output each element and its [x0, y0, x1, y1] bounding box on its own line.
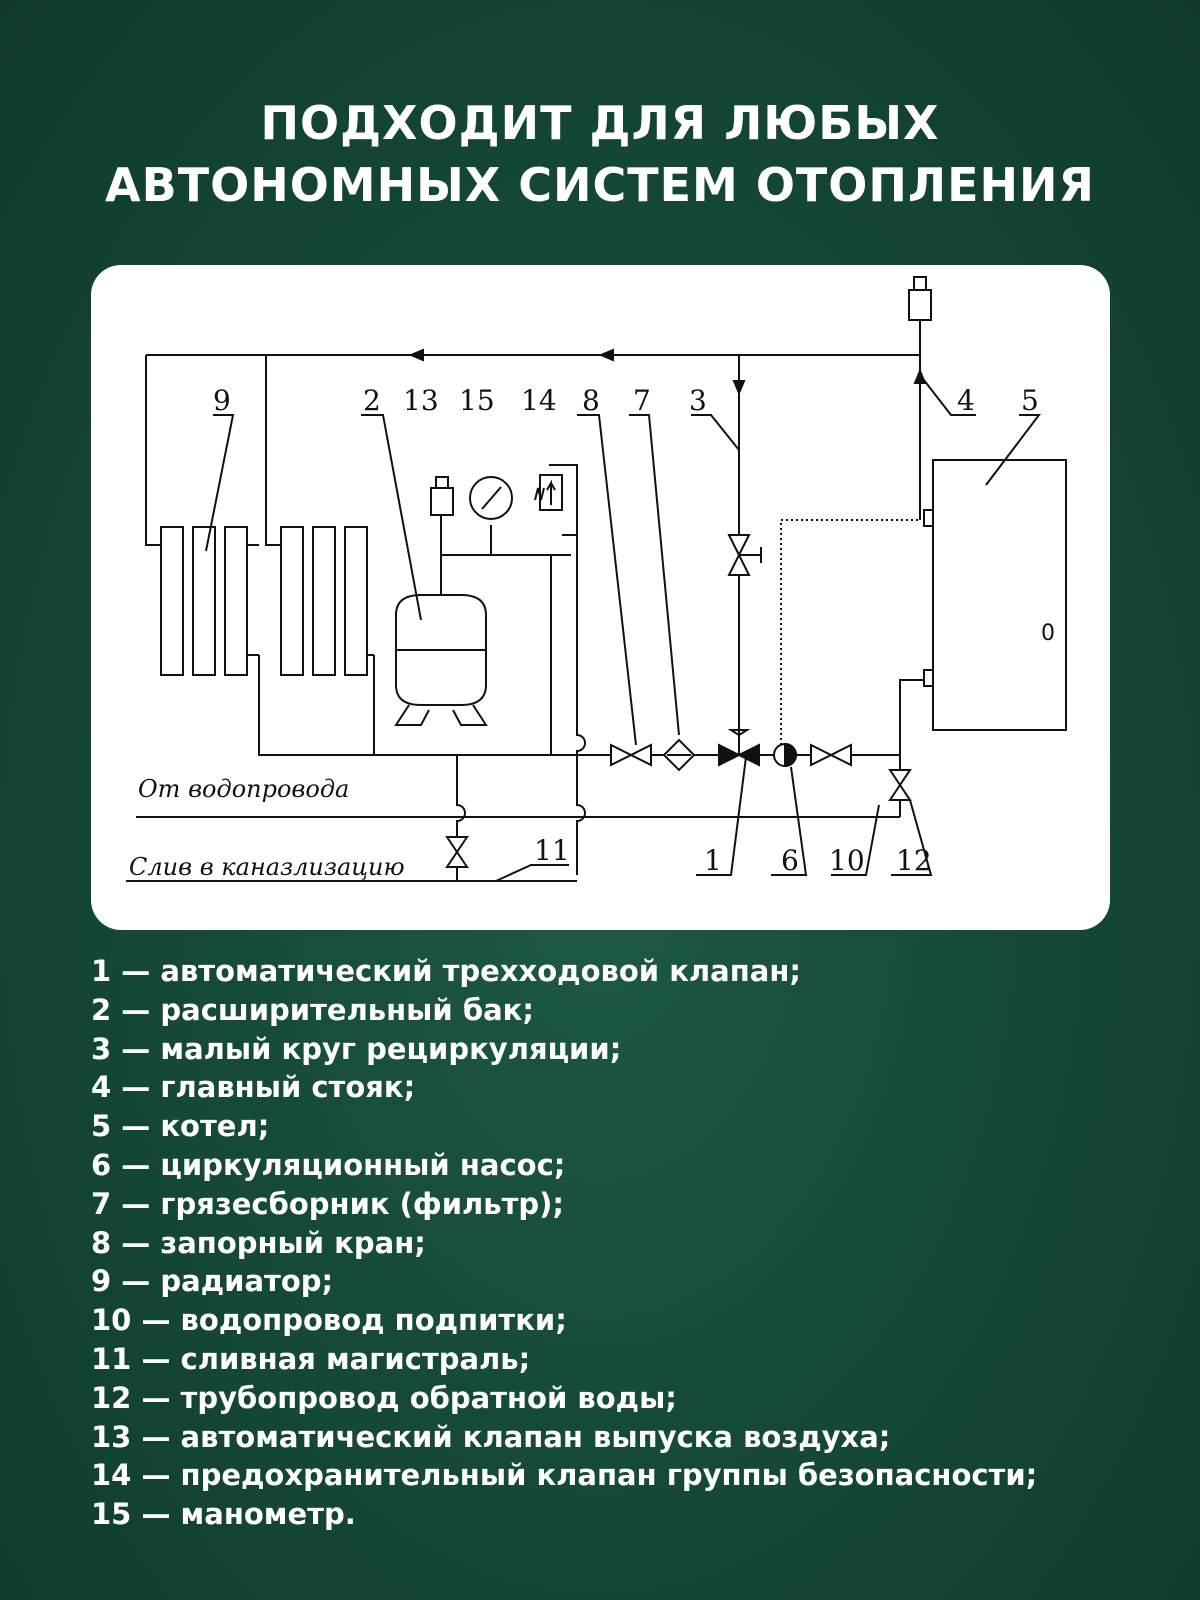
legend-item: 5 — котел; — [91, 1109, 270, 1144]
radiator-1-icon — [161, 527, 247, 675]
radiator-loop-2 — [266, 355, 281, 545]
drain-valve-icon — [447, 837, 467, 867]
legend-item: 10 — водопровод подпитки; — [91, 1303, 567, 1338]
pump-shutoff-valve-icon — [811, 745, 851, 765]
water-supply-label: От водопровода — [138, 775, 350, 803]
headline-line-1: ПОДХОДИТ ДЛЯ ЛЮБЫХ — [260, 96, 940, 150]
supply-arrow-1 — [411, 350, 423, 360]
supply-arrow-2 — [601, 350, 613, 360]
legend-item: 8 — запорный кран; — [91, 1225, 426, 1260]
makeup-valve-icon — [890, 770, 910, 800]
callout-14: 14 — [521, 384, 557, 417]
boiler-icon — [933, 460, 1066, 730]
filter-icon — [664, 740, 694, 770]
legend-item: 11 — сливная магистраль; — [91, 1341, 531, 1376]
safety-valve-icon — [535, 465, 577, 535]
legend-item: 7 — грязесборник (фильтр); — [91, 1186, 565, 1221]
callout-12: 12 — [896, 844, 932, 877]
callout-5: 5 — [1021, 384, 1039, 417]
shutoff-valve-icon — [611, 745, 651, 765]
callout-8: 8 — [582, 384, 600, 417]
boiler-mark: 0 — [1041, 621, 1055, 646]
callout-2: 2 — [363, 384, 381, 417]
drain-label: Слив в каназлизацию — [129, 853, 405, 881]
legend-item: 3 — малый круг рециркуляции; — [91, 1031, 622, 1066]
callout-3: 3 — [689, 384, 707, 417]
bypass-arrow-icon — [734, 381, 744, 393]
legend-item: 14 — предохранительный клапан группы безопасности; — [91, 1458, 1038, 1493]
legend-item: 9 — радиатор; — [91, 1264, 334, 1299]
heating-scheme-diagram — [91, 265, 1110, 930]
callout-10: 10 — [829, 844, 865, 877]
diagram-card — [91, 265, 1110, 930]
radiator-2-icon — [281, 527, 367, 675]
radiator-loop-1 — [146, 355, 161, 545]
callout-9: 9 — [213, 384, 231, 417]
callout-13: 13 — [403, 384, 439, 417]
legend-item: 15 — манометр. — [91, 1497, 356, 1532]
headline-line-2: АВТОНОМНЫХ СИСТЕМ ОТОПЛЕНИЯ — [105, 158, 1095, 212]
legend-item: 1 — автоматический трехходовой клапан; — [91, 954, 801, 988]
legend-item: 6 — циркуляционный насос; — [91, 1147, 566, 1182]
main-riser-air-vent-icon — [909, 290, 931, 320]
callout-11: 11 — [534, 834, 570, 867]
legend-item: 4 — главный стояк; — [91, 1070, 416, 1105]
air-vent-icon — [431, 488, 453, 515]
supply-main-pipe — [146, 355, 920, 520]
legend-item: 2 — расширительный бак; — [91, 992, 534, 1027]
callout-6: 6 — [781, 844, 799, 877]
callout-7: 7 — [633, 384, 651, 417]
page-headline — [0, 92, 1200, 216]
legend-item: 13 — автоматический клапан выпуска воздуха; — [91, 1419, 891, 1454]
riser-arrow-icon — [915, 371, 925, 383]
callout-15: 15 — [459, 384, 495, 417]
callout-1: 1 — [704, 844, 722, 877]
legend-list — [91, 952, 1151, 1534]
callout-4: 4 — [957, 384, 975, 417]
legend-item: 12 — трубопровод обратной воды; — [91, 1380, 677, 1415]
expansion-tank-icon — [396, 595, 486, 725]
